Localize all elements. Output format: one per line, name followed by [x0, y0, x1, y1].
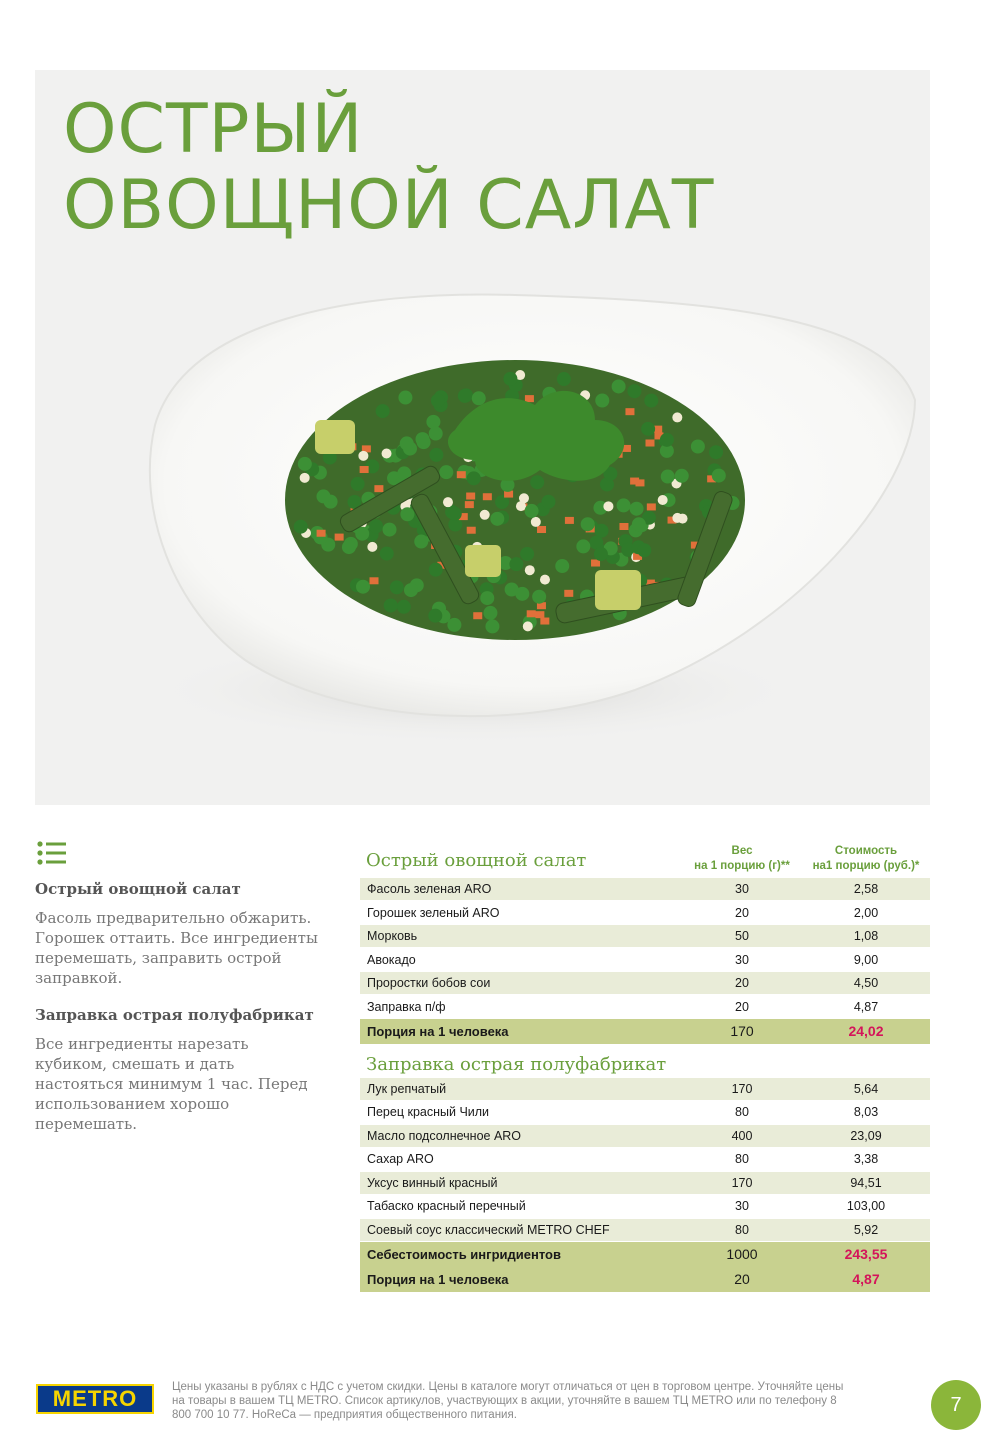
cell-name: Лук репчатый	[367, 1081, 447, 1096]
hero-image-panel	[35, 70, 930, 805]
cell-name: Авокадо	[367, 952, 416, 967]
table-header	[360, 840, 930, 878]
cell-cost: 2,00	[853, 905, 879, 920]
cell-weight: 20	[735, 905, 749, 920]
cell-cost: 23,09	[850, 1128, 882, 1143]
cell-cost: 3,38	[853, 1152, 879, 1166]
cell-weight: 20	[735, 976, 749, 990]
table-row	[360, 902, 930, 924]
cell-name: Заправка п/ф	[367, 999, 446, 1014]
col-cost-header: Стоимость на1 порцию (руб.)*	[812, 845, 920, 872]
list-icon	[36, 840, 68, 866]
footer-disclaimer: Цены указаны в рублях с НДС с учетом скидки. Цены в каталоге могут отличаться от цен в торговом центре. Уточняйте цены на товары в вашем ТЦ METRO. Список артикулов, участвующих в акции, уточняйте в вашем ТЦ METRO или по телефону 8 800 700 10 77. HoReCa — предприятия общественного питания.	[172, 1381, 844, 1421]
cell-cost: 8,03	[853, 1105, 879, 1119]
cell-name: Горошек зеленый ARO	[367, 905, 500, 920]
metro-logo: METRO	[36, 1384, 154, 1414]
table-row	[360, 1148, 930, 1170]
cell-cost: 1,08	[853, 929, 879, 943]
cell-weight: 80	[735, 1105, 749, 1119]
cell-weight: 170	[731, 1175, 753, 1190]
cell-name: Фасоль зеленая ARO	[367, 882, 492, 896]
table-row	[360, 949, 930, 971]
table-row	[360, 1101, 930, 1123]
cell-weight: 80	[735, 1222, 749, 1237]
table-row	[360, 1172, 930, 1194]
cell-name: Сахар ARO	[367, 1152, 434, 1166]
page-title	[63, 92, 714, 244]
table-row	[360, 878, 930, 900]
salad-text: Фасоль предварительно обжарить. Горошек оттаить. Все ингредиенты перемешать, заправить острой заправкой.	[35, 909, 318, 987]
title-line-2: ОВОЩНОЙ САЛАТ	[63, 166, 715, 245]
total-row-cost: Себестоимость ингридиентов 1000 243,55	[360, 1242, 930, 1267]
cell-name: Масло подсолнечное ARO	[367, 1128, 522, 1143]
cell-name: Уксус винный красный	[367, 1175, 498, 1190]
table-row	[360, 1125, 930, 1147]
table-row	[360, 1078, 930, 1100]
title-line-1: ОСТРЫЙ	[63, 90, 364, 169]
cell-weight: 30	[735, 1199, 749, 1213]
section2-title: Заправка острая полуфабрикат	[366, 1053, 667, 1075]
table-row	[360, 925, 930, 947]
recipe-instructions	[35, 880, 325, 1152]
cell-name: Соевый соус классический METRO CHEF	[367, 1222, 610, 1237]
cell-weight: 80	[735, 1152, 749, 1166]
cell-weight: 30	[735, 952, 749, 967]
cell-cost: 4,87	[853, 999, 879, 1014]
section1-title: Острый овощной салат	[366, 850, 587, 871]
cell-name: Морковь	[367, 929, 418, 943]
cost-table	[360, 840, 930, 1294]
cell-weight: 20	[735, 999, 749, 1014]
salad-heading: Острый овощной салат	[35, 880, 241, 898]
cell-name: Проростки бобов сои	[367, 976, 491, 990]
cell-weight: 400	[731, 1128, 753, 1143]
cell-cost: 5,64	[853, 1081, 879, 1096]
cell-name: Перец красный Чили	[367, 1105, 490, 1119]
col-weight-header: Вес на 1 порцию (г)**	[694, 845, 790, 872]
cell-cost: 5,92	[853, 1222, 879, 1237]
dressing-text: Все ингредиенты нарезать кубиком, смешать и дать настояться минимум 1 час. Перед использованием хорошо перемешать.	[35, 1035, 308, 1133]
table-row	[360, 1195, 930, 1217]
table-row	[360, 1219, 930, 1241]
cell-weight: 50	[735, 929, 749, 943]
cell-weight: 170	[731, 1081, 753, 1096]
total-row-portion: Порция на 1 человека 20 4,87	[360, 1267, 930, 1292]
cell-cost: 2,58	[853, 882, 879, 896]
page-number: 7	[931, 1380, 981, 1430]
cell-weight: 30	[735, 882, 749, 896]
cell-cost: 103,00	[846, 1199, 886, 1213]
section2-header	[360, 1046, 930, 1078]
total-row-salad: Порция на 1 человека 170 24,02	[360, 1019, 930, 1044]
table-row	[360, 996, 930, 1018]
cell-cost: 94,51	[850, 1175, 882, 1190]
table-row	[360, 972, 930, 994]
cell-cost: 9,00	[853, 952, 879, 967]
cell-name: Табаско красный перечный	[367, 1199, 526, 1213]
dressing-heading: Заправка острая полуфабрикат	[35, 1006, 314, 1024]
cell-cost: 4,50	[853, 976, 879, 990]
